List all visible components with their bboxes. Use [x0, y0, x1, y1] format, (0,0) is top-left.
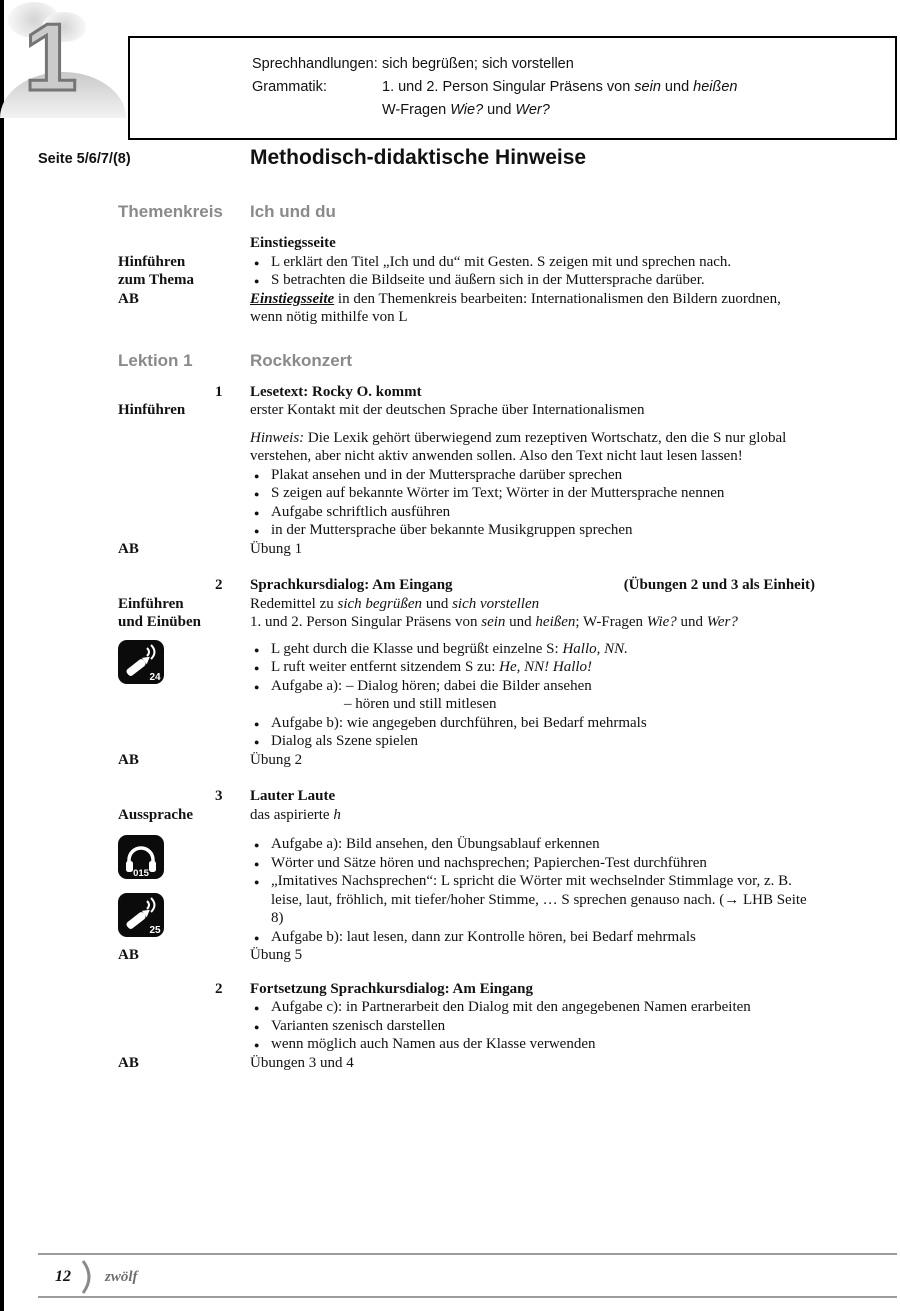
bullet-item: ● in der Muttersprache über bekannte Musikgruppen sprechen	[250, 521, 815, 540]
grammatik-value-line2: W-Fragen Wie? und Wer?	[382, 102, 550, 118]
label-line: Hinführen	[118, 253, 186, 270]
footer-arc-decoration	[80, 1259, 96, 1295]
block2-title-note: (Übungen 2 und 3 als Einheit)	[623, 577, 815, 593]
microphone-track-icon	[118, 640, 164, 684]
block2-intro-row	[118, 595, 900, 632]
margin-label-hinfuehren-zum-thema	[118, 253, 215, 290]
einstieg-paragraph: Einstiegsseite in den Themenkreis bearbeiten: Internationalismen den Bildern zuordnen, wenn nötig mithilfe von L	[250, 290, 781, 325]
section-themenkreis-head	[118, 202, 900, 222]
margin-label-ab: AB	[118, 290, 139, 307]
block2-number: 2	[215, 577, 223, 593]
chapter-number: 1	[24, 4, 78, 111]
block4-title-row	[118, 980, 900, 999]
block1-note: Hinweis: Die Lexik gehört überwiegend zum rezeptiven Wortschatz, den die S nur global verstehen, aber nicht aktiv anwenden sollen. Also den Text nicht laut lesen lassen!	[250, 429, 787, 464]
audio-icon-column	[118, 640, 215, 684]
page-title: Methodisch-didaktische Hinweise	[250, 146, 587, 169]
grammatik-row	[252, 76, 885, 99]
page-reference-label: Seite 5/6/7/(8)	[38, 151, 131, 167]
einstiegsseite-title-row	[118, 234, 900, 253]
footer-bottom-rule	[38, 1296, 897, 1298]
microphone-track-icon	[118, 893, 164, 937]
bullet-item: ● Plakat ansehen und in der Muttersprache darüber sprechen	[250, 466, 815, 485]
svg-text:24: 24	[149, 671, 161, 683]
block2-intro-line2: 1. und 2. Person Singular Präsens von sein und heißen; W-Fragen Wie? und Wer?	[250, 614, 738, 630]
sprechhandlungen-value: sich begrüßen; sich vorstellen	[382, 56, 574, 72]
block3-ab-value: Übung 5	[250, 947, 303, 963]
block4-bullets	[250, 998, 815, 1054]
einstieg-bullets	[250, 253, 815, 290]
themenkreis-label: Themenkreis	[118, 202, 223, 221]
block4-title: Fortsetzung Sprachkursdialog: Am Eingang	[250, 980, 533, 997]
block1-title: Lesetext: Rocky O. kommt	[250, 383, 422, 400]
margin-label-ab: AB	[118, 751, 139, 768]
grammatik-row-continued	[252, 99, 885, 122]
block1-number: 1	[215, 383, 223, 400]
ab-row	[118, 946, 900, 965]
bullet-text: Aufgabe a): – Dialog hören; dabei die Bilder ansehen	[271, 677, 592, 694]
block3-bullets	[250, 835, 815, 946]
margin-label-aussprache: Aussprache	[118, 806, 194, 823]
ab-row	[118, 751, 900, 770]
margin-label-ab: AB	[118, 947, 139, 963]
page-number-word: zwölf	[105, 1268, 138, 1285]
ab-row	[118, 1054, 900, 1073]
bullet-continuation-line: – hören und still mitlesen	[344, 696, 497, 712]
bullet-item: ● Wörter und Sätze hören und nachsprechen; Papierchen-Test durchführen	[250, 854, 815, 873]
ab-row	[118, 540, 900, 559]
block2-title: Sprachkursdialog: Am Eingang	[250, 577, 453, 593]
spacer	[252, 99, 382, 122]
block4-bullets-row	[118, 998, 900, 1054]
block3-number: 3	[215, 788, 223, 804]
bullet-item: ● Dialog als Szene spielen	[250, 732, 815, 751]
block4-ab-value: Übungen 3 und 4	[250, 1054, 354, 1071]
bullet-item: ● Aufgabe a): Bild ansehen, den Übungsablauf erkennen	[250, 835, 815, 854]
bullet-item	[250, 677, 815, 714]
bullet-item: ● Aufgabe b): wie angegeben durchführen, bei Bedarf mehrmals	[250, 714, 815, 733]
margin-label-ab: AB	[118, 1054, 139, 1071]
block1-bullets	[250, 466, 815, 540]
bullet-item: ● S zeigen auf bekannte Wörter im Text; Wörter in der Muttersprache nennen	[250, 484, 815, 503]
block1-bullets-row	[118, 466, 900, 540]
page-footer	[55, 1260, 138, 1294]
themenkreis-heading: Ich und du	[250, 202, 336, 221]
block3-bullets-row	[118, 835, 900, 946]
svg-text:25: 25	[149, 925, 161, 936]
bullet-item: ● Aufgabe c): in Partnerarbeit den Dialog mit den angegebenen Namen erarbeiten	[250, 998, 755, 1017]
svg-text:015: 015	[133, 868, 149, 879]
label-line: und Einüben	[118, 614, 201, 630]
block2-title-row	[118, 576, 900, 595]
label-line: zum Thema	[118, 272, 194, 288]
label-line: Einführen	[118, 595, 184, 612]
block1-note-row	[118, 429, 900, 466]
block2-ab-value: Übung 2	[250, 751, 303, 768]
bullet-item: ● Aufgabe b): laut lesen, dann zur Kontrolle hören, bei Bedarf mehrmals	[250, 928, 815, 947]
block2-intro-line1: Redemittel zu sich begrüßen und sich vorstellen	[250, 595, 540, 612]
margin-label-hinfuehren: Hinführen	[118, 402, 186, 418]
block2-bullets	[250, 640, 815, 751]
title-row	[0, 146, 900, 170]
lektion-heading: Rockkonzert	[250, 350, 353, 370]
section-lektion-head	[118, 351, 900, 371]
bullet-item: ● Varianten szenisch darstellen	[250, 1017, 815, 1036]
block3-title-row	[118, 787, 900, 806]
grammatik-value-line1: 1. und 2. Person Singular Präsens von sein und heißen	[382, 79, 738, 95]
block1-ab-value: Übung 1	[250, 540, 303, 557]
einstiegsseite-subheading: Einstiegsseite	[250, 235, 336, 251]
block3-title: Lauter Laute	[250, 788, 336, 804]
lektion-label: Lektion 1	[118, 350, 193, 370]
bullet-item: ● L geht durch die Klasse und begrüßt einzelne S: Hallo, NN.	[250, 640, 815, 659]
block1-intro-row	[118, 401, 900, 420]
block1-title-row	[118, 383, 900, 402]
block2-bullets-row	[118, 640, 900, 751]
hinfuehren-row	[118, 253, 900, 290]
bullet-item: ● L ruft weiter entfernt sitzendem S zu: He, NN! Hallo!	[250, 658, 815, 677]
header-summary-box	[128, 36, 897, 140]
block3-intro: das aspirierte h	[250, 806, 341, 823]
headphones-track-icon	[118, 835, 164, 879]
audio-icon-column	[118, 835, 215, 937]
footer-top-rule	[38, 1253, 897, 1255]
bullet-item: ● Aufgabe schriftlich ausführen	[250, 503, 815, 522]
main-content	[0, 202, 900, 1072]
bullet-item: ● S betrachten die Bildseite und äußern sich in der Muttersprache darüber.	[250, 271, 815, 290]
chapter-header-art	[8, 2, 118, 120]
bullet-item: ● L erklärt den Titel „Ich und du“ mit Gesten. S zeigen mit und sprechen nach.	[250, 253, 815, 272]
sprechhandlungen-label: Sprechhandlungen:	[252, 56, 378, 72]
grammatik-label: Grammatik:	[252, 79, 327, 95]
page-number: 12	[55, 1268, 71, 1285]
block1-intro: erster Kontakt mit der deutschen Sprache über Internationalismen	[250, 402, 645, 418]
bullet-item: ● wenn möglich auch Namen aus der Klasse verwenden	[250, 1035, 815, 1054]
margin-label-ab: AB	[118, 540, 139, 557]
block4-number: 2	[215, 980, 223, 997]
ab-row	[118, 290, 900, 327]
block3-intro-row	[118, 806, 900, 825]
sprechhandlungen-row	[252, 53, 885, 76]
margin-label-einfuehren-und-einueben	[118, 595, 215, 632]
spacer	[118, 879, 215, 893]
bullet-item: ● „Imitatives Nachsprechen“: L spricht die Wörter mit wechselnder Stimmlage vor, z. B. leise, laut, fröhlich, mit tiefer/hoher Stimme, … S sprechen genauso nach. (→ LHB Seite 8)	[250, 872, 815, 928]
